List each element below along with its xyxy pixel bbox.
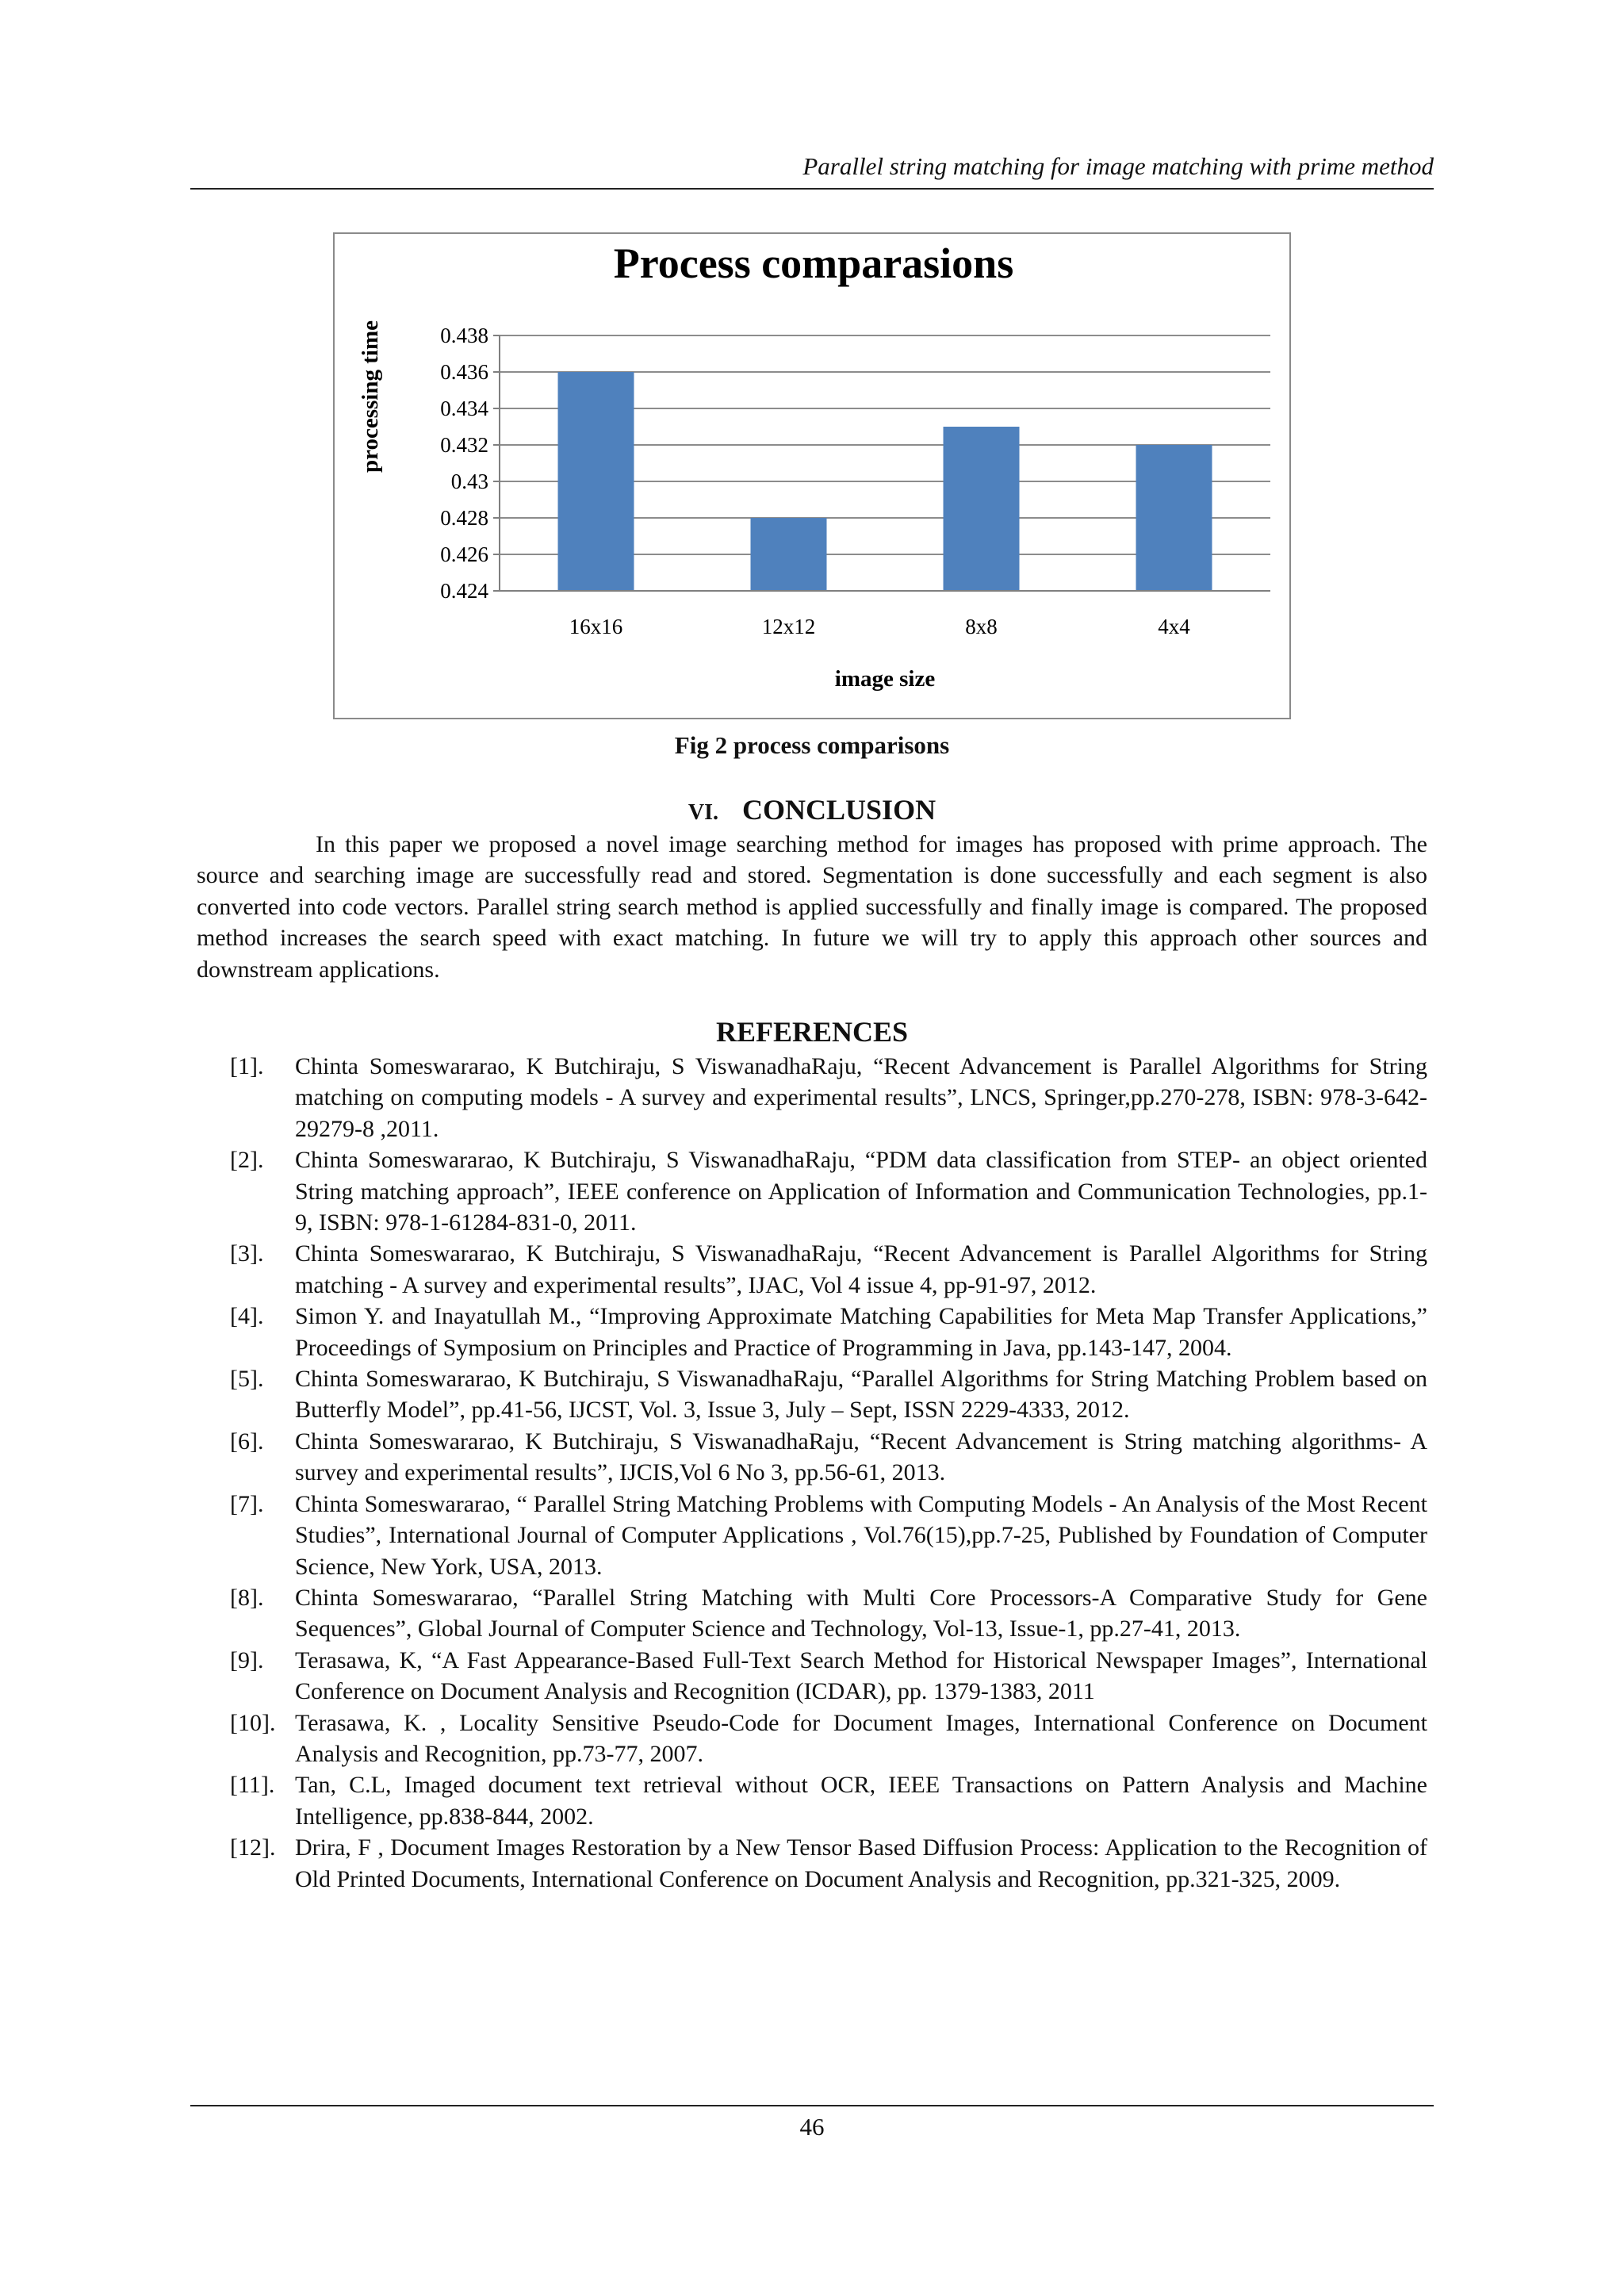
x-axis-label: image size xyxy=(834,666,936,692)
reference-number: [2]. xyxy=(230,1147,264,1174)
reference-number: [7]. xyxy=(230,1490,264,1517)
process-comparison-chart xyxy=(335,234,1293,721)
x-tick-label: 8x8 xyxy=(965,615,998,638)
reference-text: Chinta Someswararao, K Butchiraju, S ViswanadhaRaju, “Recent Advancement is Parallel Algorithms for String matching on computing models - A survey and experimental results”, LNCS, Springer,pp.270-278, ISBN: 978-3-642-29279-8 ,2011. xyxy=(295,1053,1427,1142)
reference-item xyxy=(230,1051,1427,1144)
section-number: VI. xyxy=(688,800,719,825)
reference-number: [5]. xyxy=(230,1366,264,1393)
bar xyxy=(558,372,634,591)
reference-text: Simon Y. and Inayatullah M., “Improving Approximate Matching Capabilities for Meta Map Transfer Applications,” Proceedings of Symposium on Principles and Practice of Programming in Java, pp.143-147, 2004. xyxy=(295,1303,1427,1361)
bar xyxy=(944,427,1020,591)
x-tick-label: 16x16 xyxy=(569,615,623,638)
reference-number: [3]. xyxy=(230,1240,264,1267)
y-tick-label: 0.43 xyxy=(450,470,488,493)
reference-item xyxy=(230,1769,1427,1832)
y-tick-label: 0.434 xyxy=(440,397,488,420)
bar xyxy=(751,518,827,591)
bar xyxy=(1136,445,1212,591)
reference-number: [8]. xyxy=(230,1584,264,1611)
header-rule xyxy=(190,188,1434,190)
reference-item xyxy=(230,1645,1427,1708)
reference-text: Drira, F , Document Images Restoration by a New Tensor Based Diffusion Process: Application to the Recognition of Old Printed Documents, International Conference on Document Analysis and Recognition, pp.321-325, 2009. xyxy=(295,1834,1427,1892)
reference-item xyxy=(230,1708,1427,1770)
y-tick-label: 0.436 xyxy=(440,360,488,384)
reference-number: [9]. xyxy=(230,1646,264,1673)
reference-number: [12]. xyxy=(230,1834,276,1861)
figure-caption: Fig 2 process comparisons xyxy=(674,731,950,759)
reference-text: Terasawa, K. , Locality Sensitive Pseudo-Code for Document Images, International Conference on Document Analysis and Recognition, pp.73-77, 2007. xyxy=(295,1709,1427,1767)
reference-number: [1]. xyxy=(230,1053,264,1079)
reference-text: Chinta Someswararao, K Butchiraju, S ViswanadhaRaju, “Recent Advancement is String matching algorithms- A survey and experimental results”, IJCIS,Vol 6 No 3, pp.56-61, 2013. xyxy=(295,1428,1427,1486)
reference-text: Chinta Someswararao, “Parallel String Matching with Multi Core Processors-A Comparative Study for Gene Sequences”, Global Journal of Computer Science and Technology, Vol-13, Issue-1, pp.27-41, 2013. xyxy=(295,1584,1427,1642)
references-heading: REFERENCES xyxy=(715,1016,909,1048)
reference-text: Chinta Someswararao, K Butchiraju, S ViswanadhaRaju, “Recent Advancement is Parallel Algorithms for String matching - A survey and experimental results”, IJAC, Vol 4 issue 4, pp-91-97, 2012. xyxy=(295,1240,1427,1298)
reference-text: Chinta Someswararao, K Butchiraju, S ViswanadhaRaju, “PDM data classification from STEP- an object oriented String matching approach”, IEEE conference on Application of Information and Communication Technologies, pp.1-9, ISBN: 978-1-61284-831-0, 2011. xyxy=(295,1147,1427,1236)
page-number: 46 xyxy=(799,2113,825,2141)
reference-text: Chinta Someswararao, K Butchiraju, S ViswanadhaRaju, “Parallel Algorithms for String Matching Problem based on Butterfly Model”, pp.41-56, IJCST, Vol. 3, Issue 3, July – Sept, ISSN 2229-4333, 2012. xyxy=(295,1366,1427,1424)
conclusion-paragraph: In this paper we proposed a novel image searching method for images has proposed with prime approach. The source and searching image are successfully read and stored. Segmentation is done successfully and each segment is also converted into code vectors. Parallel string search method is applied successfully and finally image is compared. The proposed method increases the search speed with exact matching. In future we will try to apply this approach other sources and downstream applications. xyxy=(197,831,1427,983)
reference-text: Chinta Someswararao, “ Parallel String Matching Problems with Computing Models - An Analysis of the Most Recent Studies”, International Journal of Computer Applications , Vol.76(15),pp.7-25, Published by Foundation of Computer Science, New York, USA, 2013. xyxy=(295,1490,1427,1580)
reference-item xyxy=(230,1238,1427,1301)
y-tick-label: 0.426 xyxy=(440,542,488,566)
y-tick-label: 0.428 xyxy=(440,506,488,530)
reference-item xyxy=(230,1832,1427,1895)
footer-rule xyxy=(190,2105,1434,2106)
reference-item xyxy=(230,1363,1427,1426)
x-tick-label: 12x12 xyxy=(761,615,816,638)
references-list xyxy=(230,1051,1427,1895)
running-title: Parallel string matching for image matching with prime method xyxy=(802,152,1434,180)
section-title: CONCLUSION xyxy=(742,794,936,826)
reference-item xyxy=(230,1301,1427,1363)
reference-item xyxy=(230,1144,1427,1238)
reference-number: [11]. xyxy=(230,1772,275,1799)
y-tick-label: 0.424 xyxy=(440,579,488,603)
conclusion-body xyxy=(197,829,1427,985)
reference-item xyxy=(230,1426,1427,1489)
chart-title: Process comparasions xyxy=(613,240,1014,287)
y-axis-label: processing time xyxy=(358,320,383,473)
x-tick-label: 4x4 xyxy=(1158,615,1190,638)
chart-frame xyxy=(333,232,1291,719)
y-tick-label: 0.438 xyxy=(440,324,488,347)
y-tick-label: 0.432 xyxy=(440,433,488,457)
reference-number: [10]. xyxy=(230,1709,276,1736)
reference-item xyxy=(230,1582,1427,1645)
conclusion-heading xyxy=(0,793,1624,826)
reference-text: Tan, C.L, Imaged document text retrieval without OCR, IEEE Transactions on Pattern Analysis and Machine Intelligence, pp.838-844, 2002. xyxy=(295,1772,1427,1830)
reference-text: Terasawa, K, “A Fast Appearance-Based Full-Text Search Method for Historical Newspaper Images”, International Conference on Document Analysis and Recognition (ICDAR), pp. 1379-1383, 2011 xyxy=(295,1646,1427,1705)
reference-number: [4]. xyxy=(230,1303,264,1330)
reference-item xyxy=(230,1489,1427,1582)
reference-number: [6]. xyxy=(230,1428,264,1455)
